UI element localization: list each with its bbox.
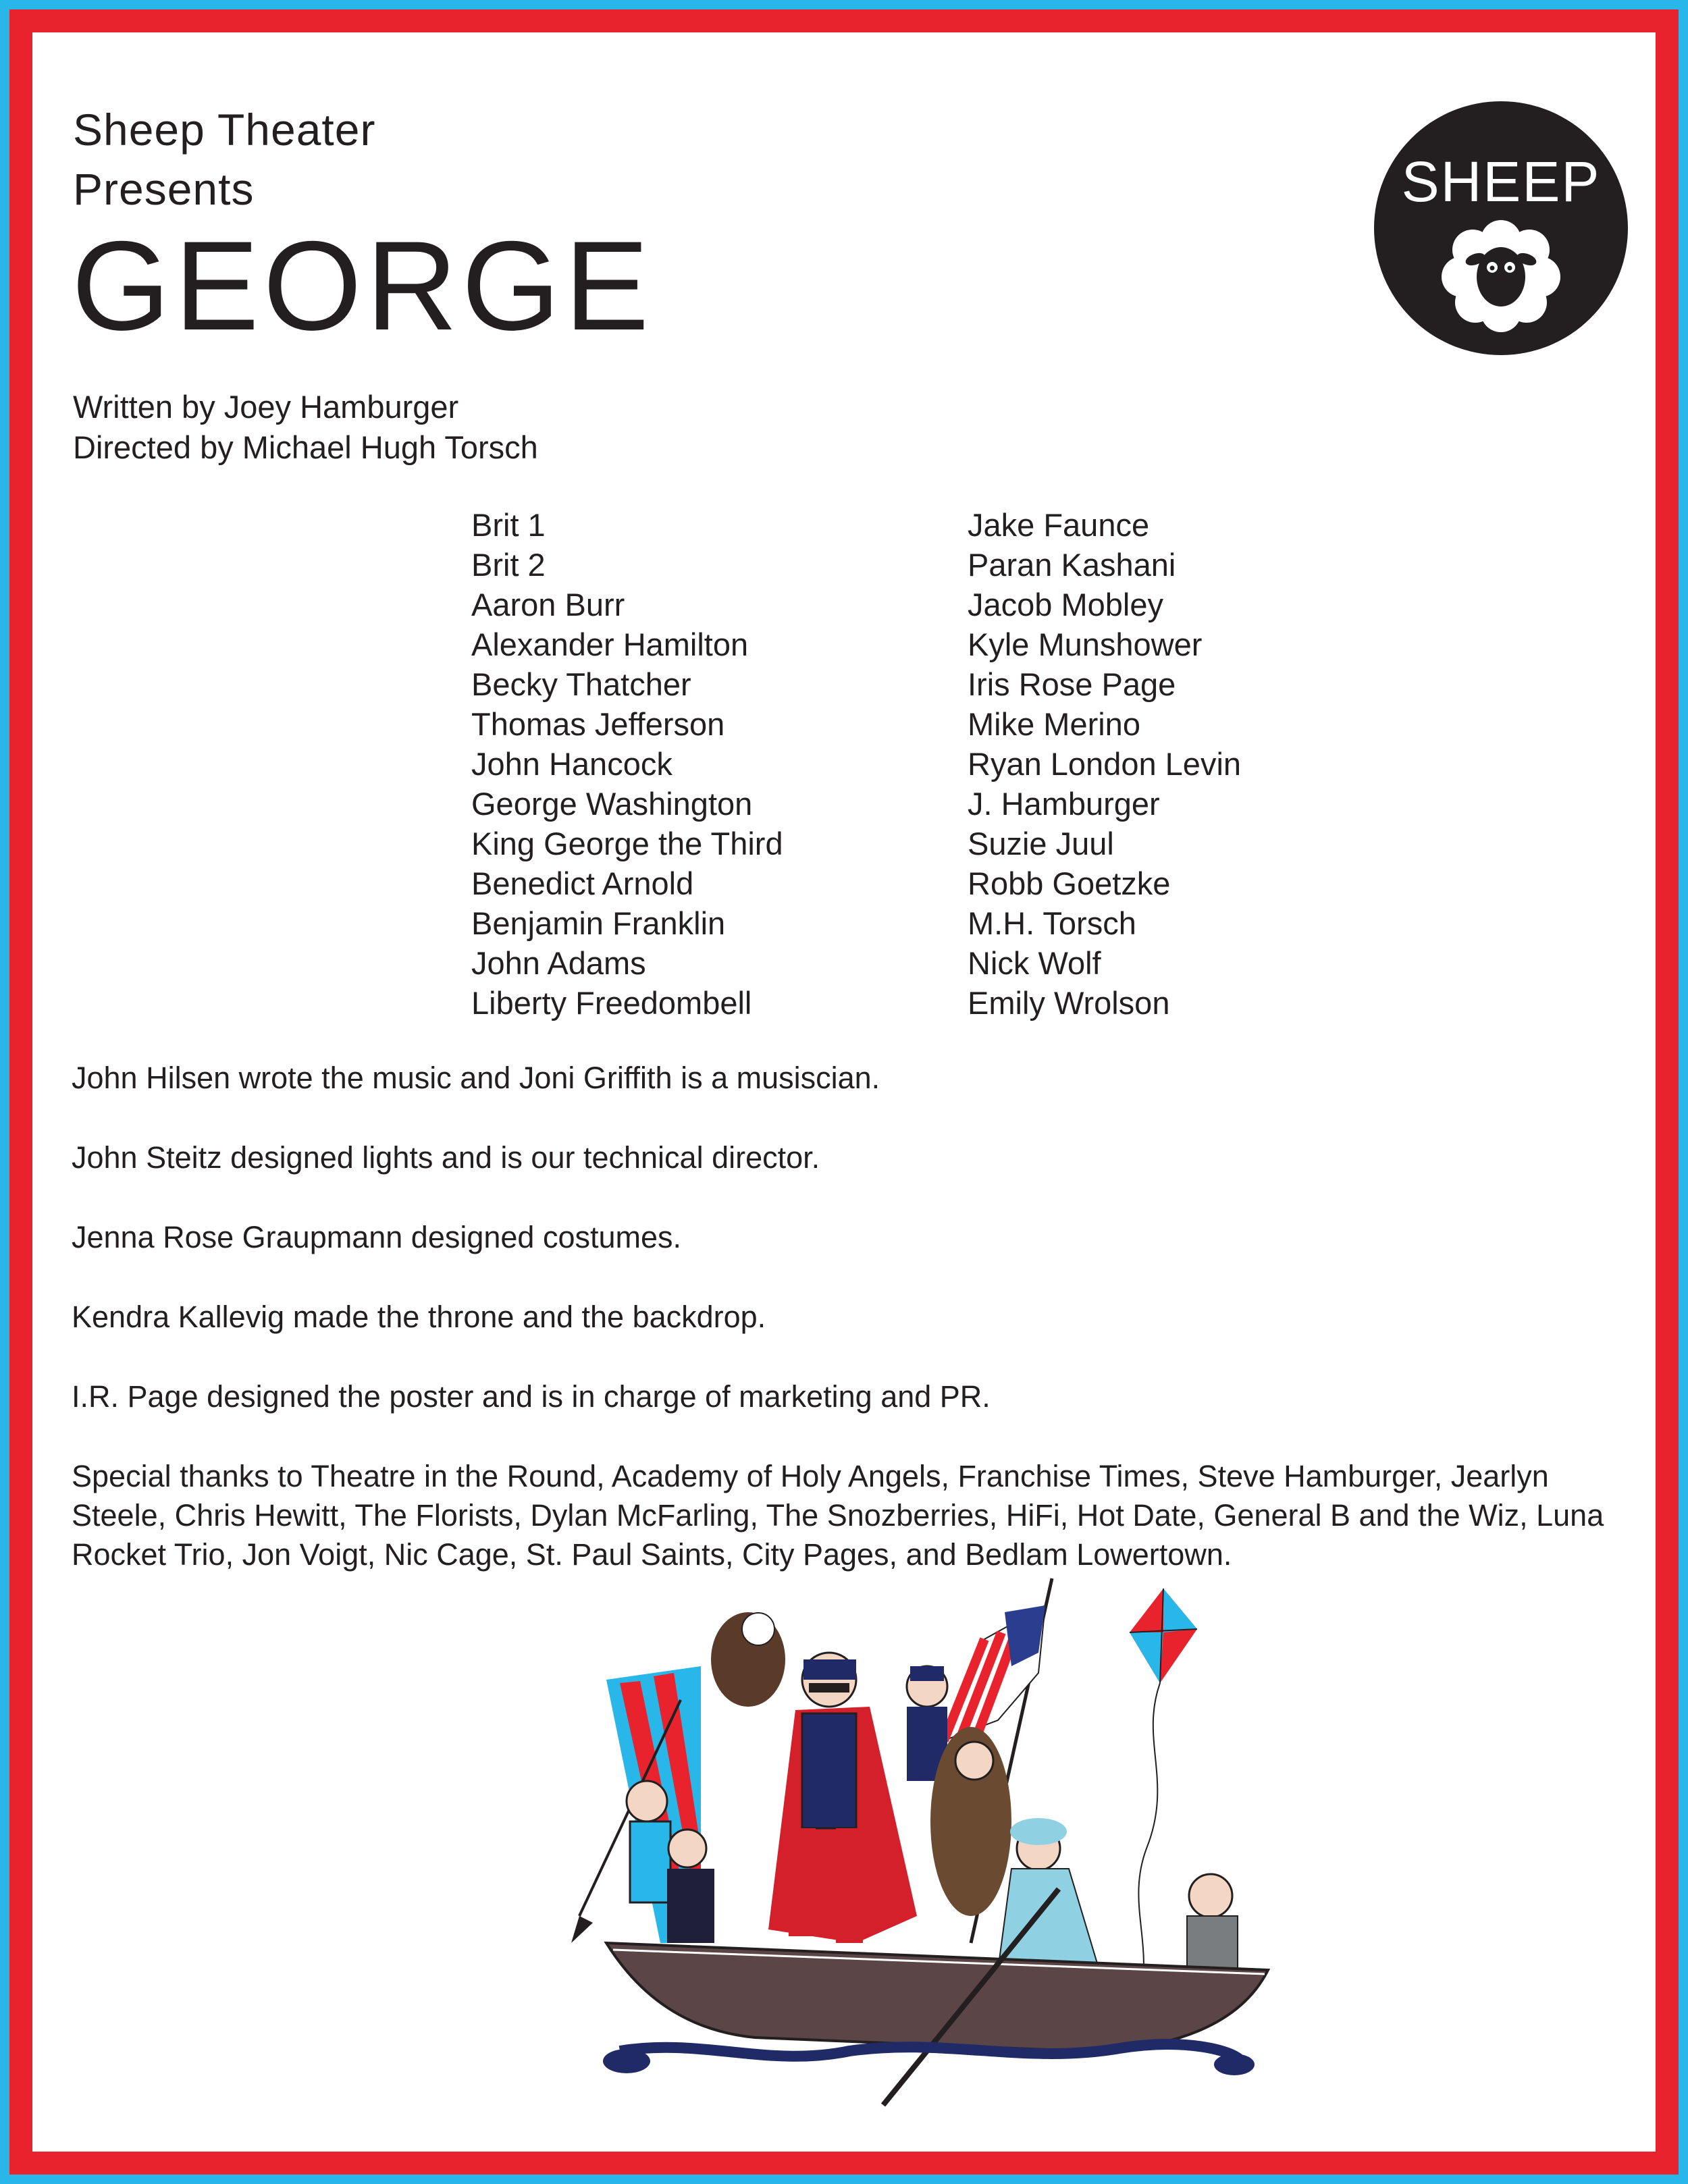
cast-role: John Adams bbox=[471, 945, 646, 981]
cast-role: King George the Third bbox=[471, 826, 783, 861]
cast-actor: Jake Faunce bbox=[968, 507, 1150, 543]
credits bbox=[73, 387, 538, 468]
note-set: Kendra Kallevig made the throne and the backdrop. bbox=[72, 1300, 766, 1334]
cast-roles-column bbox=[471, 505, 783, 1023]
presenter-line-1: Sheep Theater bbox=[73, 105, 376, 155]
cast-role: Becky Thatcher bbox=[471, 666, 691, 702]
cast-actor: Emily Wrolson bbox=[968, 985, 1170, 1021]
note-special-thanks: Special thanks to Theatre in the Round, Academy of Holy Angels, Franchise Times, Steve Hamburger, Jearlyn Steele, Chris Hewitt, The Florists, Dylan McFarling, The Snozberries, HiFi, Hot Date, General B and the Wiz, Luna Rocket Trio, Jon Voigt, Nic Cage, St. Paul Saints, City Pages, and Bedlam Lowertown. bbox=[72, 1459, 1604, 1572]
cast-role: George Washington bbox=[471, 786, 753, 822]
cast-actor: Iris Rose Page bbox=[968, 666, 1176, 702]
cast-role: Alexander Hamilton bbox=[471, 627, 749, 662]
production-notes bbox=[72, 1059, 1625, 1615]
cast-role: John Hancock bbox=[471, 746, 672, 782]
cast-actor: Ryan London Levin bbox=[968, 746, 1242, 782]
note-costumes: Jenna Rose Graupmann designed costumes. bbox=[72, 1220, 682, 1254]
cast-role: Brit 1 bbox=[471, 507, 546, 543]
cast-actor: Kyle Munshower bbox=[968, 627, 1203, 662]
program-page bbox=[32, 32, 1656, 2152]
cast-actor: Nick Wolf bbox=[968, 945, 1101, 981]
presenter-line-2: Presents bbox=[73, 164, 255, 214]
cast-actor: Robb Goetzke bbox=[968, 865, 1171, 901]
note-lights: John Steitz designed lights and is our technical director. bbox=[72, 1140, 820, 1175]
washington-crossing-boat-illustration bbox=[566, 1565, 1322, 2119]
cast-actor: J. Hamburger bbox=[968, 786, 1160, 822]
written-by: Written by Joey Hamburger bbox=[73, 389, 459, 425]
presenter bbox=[73, 100, 375, 219]
cast-actor: Mike Merino bbox=[968, 706, 1140, 742]
sheep-logo bbox=[1373, 100, 1629, 356]
cast-role: Benedict Arnold bbox=[471, 865, 694, 901]
cast-actor: M.H. Torsch bbox=[968, 905, 1136, 941]
cast-role: Liberty Freedombell bbox=[471, 985, 752, 1021]
cast-role: Brit 2 bbox=[471, 547, 546, 583]
cast-role: Benjamin Franklin bbox=[471, 905, 726, 941]
cast-actor: Jacob Mobley bbox=[968, 587, 1163, 622]
cast-role: Aaron Burr bbox=[471, 587, 625, 622]
cast-list bbox=[471, 505, 1417, 1021]
note-music: John Hilsen wrote the music and Joni Griffith is a musiscian. bbox=[72, 1061, 880, 1095]
logo-text: SHEEP bbox=[1401, 150, 1601, 213]
directed-by: Directed by Michael Hugh Torsch bbox=[73, 429, 538, 465]
show-title: GEORGE bbox=[72, 215, 654, 356]
note-poster: I.R. Page designed the poster and is in charge of marketing and PR. bbox=[72, 1379, 991, 1414]
figures bbox=[627, 1612, 1238, 1977]
cast-role: Thomas Jefferson bbox=[471, 706, 725, 742]
cast-actor: Paran Kashani bbox=[968, 547, 1176, 583]
cast-actors-column bbox=[968, 505, 1241, 1023]
cast-actor: Suzie Juul bbox=[968, 826, 1114, 861]
